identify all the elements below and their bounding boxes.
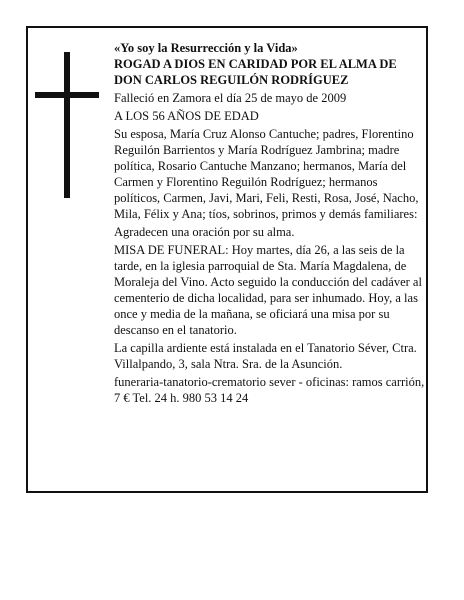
obituary-text — [114, 40, 426, 408]
funeral-mass-info: MISA DE FUNERAL: Hoy martes, día 26, a las seis de la tarde, en la iglesia parroquial de Sta. María Magdalena, de Moraleja del Vino. Acto seguido la conducción del cadáver al cementerio de dicha localidad, para ser inhumado. Hoy, a las once y media de la mañana, se oficiará una misa por su descanso en el tanatorio. — [114, 243, 422, 337]
death-info: Falleció en Zamora el día 25 de mayo de 2009 — [114, 91, 347, 105]
funeral-home-info: funeraria-tanatorio-crematorio sever - oficinas: ramos carrión, 7 € Tel. 24 h. 980 53 14 24 — [114, 375, 425, 405]
cross-vertical-bar — [64, 52, 70, 198]
latin-cross-icon — [35, 52, 99, 198]
age-line: A LOS 56 AÑOS DE EDAD — [114, 109, 259, 123]
religious-quote: «Yo soy la Resurrección y la Vida» — [114, 41, 298, 55]
chapel-info: La capilla ardiente está instalada en el Tanatorio Séver, Ctra. Villalpando, 3, sala Ntra. Sra. de la Asunción. — [114, 341, 417, 371]
prayer-request: Agradecen una oración por su alma. — [114, 225, 295, 239]
obituary-heading: ROGAD A DIOS EN CARIDAD POR EL ALMA DE DON CARLOS REGUILÓN RODRÍGUEZ — [114, 57, 397, 87]
family-list: Su esposa, María Cruz Alonso Cantuche; padres, Florentino Reguilón Barrientos y María Rodríguez Jambrina; madre política, Rosario Cantuche Manzano; hermanos, María del Carmen y Florentino Reguilón Rodríguez; hermanos políticos, Carmen, Javi, Mari, Feli, Resti, Rosa, José, Nacho, Mila, Félix y Ana; tíos, sobrinos, primos y demás familiares: — [114, 127, 419, 221]
cross-horizontal-bar — [35, 92, 99, 98]
